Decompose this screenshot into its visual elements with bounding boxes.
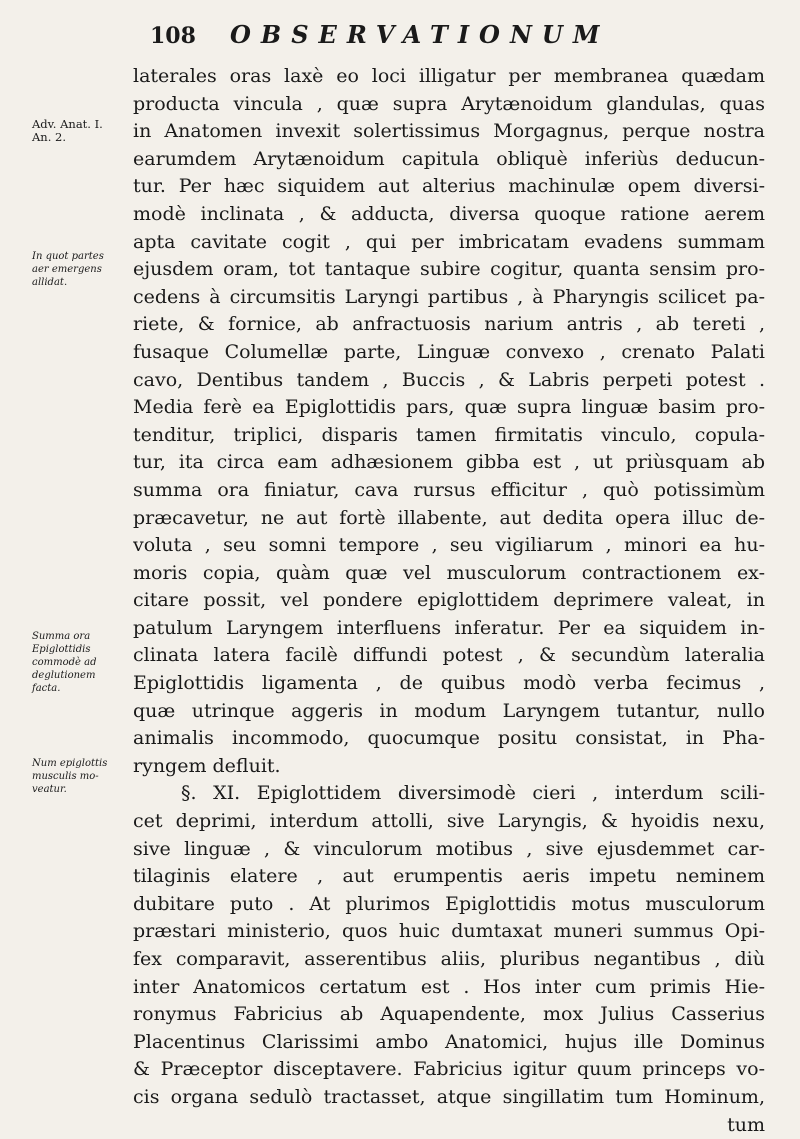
text-line: ronymus Fabricius ab Aquapendente, mox Julius Casserius [133, 1003, 765, 1026]
text-line: cet deprimi, interdum attolli, sive Laryngis, & hyoidis nexu, [133, 810, 765, 833]
text-line: citare possit, vel pondere epiglottidem deprimere valeat, in [133, 589, 765, 612]
margin-note-line: Summa ora [32, 631, 91, 642]
margin-note-line: Num epiglottis [32, 758, 108, 769]
page-number: 108 [150, 23, 196, 49]
text-line: inter Anatomicos certatum est . Hos inter cum primis Hie- [133, 975, 765, 998]
text-line: voluta , seu somni tempore , seu vigiliarum , minori ea hu- [133, 534, 765, 557]
text-line: tur, ita circa eam adhæsionem gibba est , ut priùsquam ab [133, 451, 765, 474]
text-line: ejusdem oram, tot tantaque subire cogitur, quanta sensim pro- [133, 258, 765, 281]
page-header [150, 20, 760, 60]
margin-note [32, 118, 130, 144]
margin-note-line: deglutionem [32, 670, 96, 681]
margin-note-line: Adv. Anat. I. [32, 117, 103, 131]
text-line: patulum Laryngem interfluens inferatur. Per ea siquidem in- [133, 616, 765, 639]
margin-note-line: facta. [32, 683, 61, 694]
text-line: cavo, Dentibus tandem , Buccis , & Labris perpeti potest . [133, 368, 765, 391]
running-title: OBSERVATIONUM [230, 20, 610, 49]
text-line: tur. Per hæc siquidem aut alterius machinulæ opem diversi- [133, 175, 765, 198]
text-line: quæ utrinque aggeris in modum Laryngem tutantur, nullo [133, 699, 765, 722]
margin-note-line: commodè ad [32, 657, 97, 668]
text-line: in Anatomen invexit solertissimus Morgagnus, perque nostra [133, 120, 765, 143]
text-line: dubitare puto . At plurimos Epiglottidis motus musculorum [133, 892, 765, 915]
text-line: tilaginis elatere , aut erumpentis aeris impetu neminem [133, 865, 765, 888]
text-line: præcavetur, ne aut fortè illabente, aut dedita opera illuc de- [133, 506, 765, 529]
text-line: modè inclinata , & adducta, diversa quoque ratione aerem [133, 202, 765, 225]
margin-note-line: allidat. [32, 277, 68, 288]
catchword: tum [727, 1113, 765, 1136]
margin-note-line: In quot partes [32, 251, 104, 262]
text-line: producta vincula , quæ supra Arytænoidum glandulas, quas [133, 92, 765, 115]
text-line: tenditur, triplici, disparis tamen firmitatis vinculo, copula- [133, 423, 765, 446]
text-line: animalis incommodo, quocumque positu consistat, in Pha- [133, 727, 765, 750]
text-line: riete, & fornice, ab anfractuosis narium antris , ab tereti , [133, 313, 765, 336]
text-line: clinata latera facilè diffundi potest , & secundùm lateralia [133, 644, 765, 667]
text-line: laterales oras laxè eo loci illigatur per membranea quædam [133, 65, 765, 87]
text-line: & Præceptor disceptavere. Fabricius igitur quum princeps vo- [133, 1058, 765, 1081]
text-line: fusaque Columellæ parte, Linguæ convexo , crenato Palati [133, 340, 765, 363]
text-line: præstari ministerio, quos huic dumtaxat muneri summus Opi- [133, 920, 765, 943]
margin-note-line: veatur. [32, 784, 67, 795]
text-line: ryngem defluit. [133, 754, 281, 777]
margin-note-line: musculis mo- [32, 771, 99, 782]
margin-note-line: Epiglottidis [32, 644, 91, 655]
text-line: cedens à circumsitis Laryngi partibus , à Pharyngis scilicet pa- [133, 285, 765, 308]
text-line: apta cavitate cogit , qui per imbricatam evadens summam [133, 230, 765, 253]
margin-note [32, 757, 130, 796]
text-line: Placentinus Clarissimi ambo Anatomici, hujus ille Dominus [133, 1030, 765, 1053]
text-line: Media ferè ea Epiglottidis pars, quæ supra linguæ basim pro- [133, 396, 765, 419]
section-heading-line: §. XI. Epiglottidem diversimodè cieri , interdum scili- [181, 782, 765, 805]
text-line: earumdem Arytænoidum capitula obliquè inferiùs deducun- [133, 147, 765, 170]
margin-note-line: aer emergens [32, 264, 102, 275]
margin-note [32, 250, 130, 289]
text-line: summa ora finiatur, cava rursus efficitur , quò potissimùm [133, 478, 765, 501]
text-line: moris copia, quàm quæ vel musculorum contractionem ex- [133, 561, 765, 584]
text-line: cis organa sedulò tractasset, atque singillatim tum Hominum, [133, 1085, 765, 1108]
body-text [133, 63, 765, 1139]
text-line: Epiglottidis ligamenta , de quibus modò verba fecimus , [133, 672, 765, 695]
margin-note-line: An. 2. [32, 130, 66, 144]
margin-note [32, 630, 130, 695]
text-line: sive linguæ , & vinculorum motibus , sive ejusdemmet car- [133, 837, 765, 860]
text-line: fex comparavit, asserentibus aliis, pluribus negantibus , diù [133, 948, 765, 970]
